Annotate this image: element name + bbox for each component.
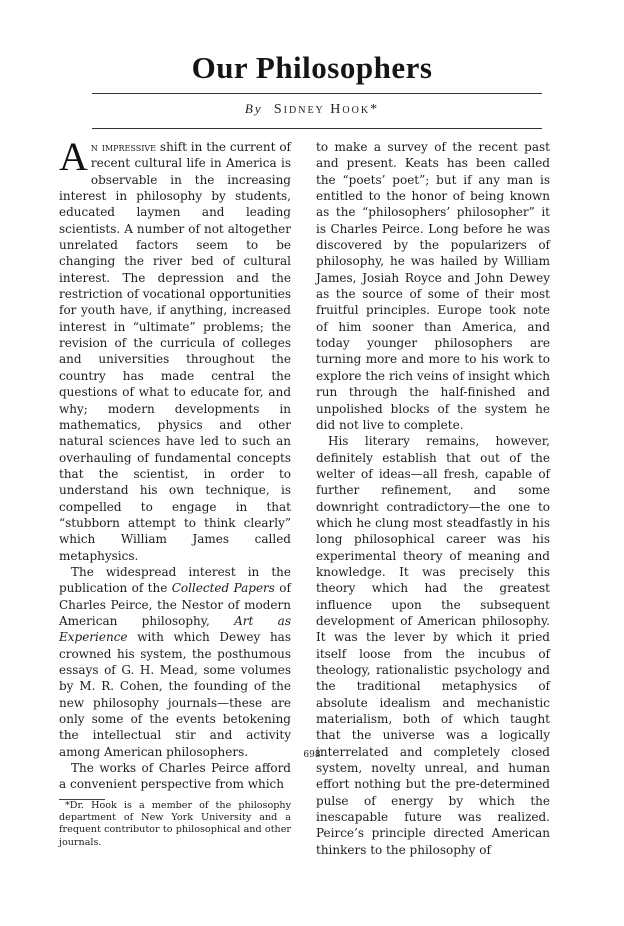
- paragraph-3: The works of Charles Peirce afford a convenient perspective from which: [59, 761, 291, 792]
- collected-papers-title: Collected Papers: [171, 581, 275, 596]
- paragraph-5: His literary remains, however, definitely establish that out of the welter of ideas—all fresh, capable of further refinement, and some downright contradictory—the one to which he clung most steadfastly in his long philosophical career was his experimental theory of meaning and knowledge. It was precisely this theory which had the greatest influence upon the subsequent development of American philosophy. It was the lever by which it pried itself loose from the incubus of theology, rationalistic psychology and the traditional metaphysics of absolute idealism and mechanistic materialism, both of which taught that the universe was a logically interrelated and completely closed system, novelty unreal, and human effort nothing but the pre-determined pulse of energy by which the inescapable future was realized. Peirce’s principle directed American thinkers to the philosophy of: [316, 434, 550, 857]
- paragraph-2-part-b: of Charles Peirce, the Nestor of modern American philosophy,: [59, 581, 291, 628]
- paragraph-4: to make a survey of the recent past and present. Keats has been called the “poets’ poet”; but if any man is entitled to the honor of being known as the “philosophers’ philosopher” it is Charles Peirce. Long before he was discovered by the popularizers of philosophy, he was hailed by William James, Josiah Royce and John Dewey as the source of some of their most fruitful principles. Europe took note of him sooner than America, and today younger philosophers are turning more and more to his work to explore the rich veins of insight which run through the half-finished and unpolished blocks of the system he did not live to complete.: [316, 140, 550, 432]
- paragraph-1-lead: n impressive: [90, 140, 156, 154]
- drop-cap: A: [59, 134, 88, 179]
- paragraph-2-part-c: with which Dewey has crowned his system, the posthumous essays of G. H. Mead, some volumes by M. R. Cohen, the founding of the new philosophy journals—these are only some of the events betokening the intellectual stir and activity among American philosophers.: [59, 630, 291, 759]
- author-footnote-mark: *: [370, 102, 380, 117]
- page-number: 698: [303, 750, 321, 760]
- byline: [0, 101, 624, 118]
- paragraph-2: [59, 564, 291, 760]
- title-rule: [92, 93, 542, 94]
- art-as-experience-title: Art as Experience: [59, 613, 291, 645]
- article-title: Our Philosophers: [191, 50, 433, 85]
- paragraph-1: [59, 134, 291, 564]
- left-column: [59, 134, 291, 849]
- byline-prefix: By: [244, 101, 263, 116]
- paragraph-1-body: shift in the current of recent cultural life in America is observable in the increasing interest in philosophy by students, educated laymen and leading scientists. A number of not altogether unrelated factors seem to be changing the river bed of cultural interest. The depression and the restriction of vocational opportunities for youth have, if anything, increased interest in “ultimate” problems; the revision of the curricula of colleges and universities throughout the country has made central the questions of what to educate for, and why; modern developments in mathematics, physics and other natural sciences have led to such an overhauling of fundamental concepts that the scientist, in order to understand his own technique, is compelled to engage in that “stubborn attempt to think clearly” which William James called metaphysics.: [59, 140, 291, 563]
- author-footnote: *Dr. Hook is a member of the philosophy department of New York University and a frequent contributor to philosophical and other journals.: [59, 799, 291, 848]
- author-name: Sidney Hook: [273, 102, 371, 117]
- byline-rule: [92, 128, 542, 129]
- paragraph-2-part-a: The widespread interest in the publication of the: [59, 564, 291, 596]
